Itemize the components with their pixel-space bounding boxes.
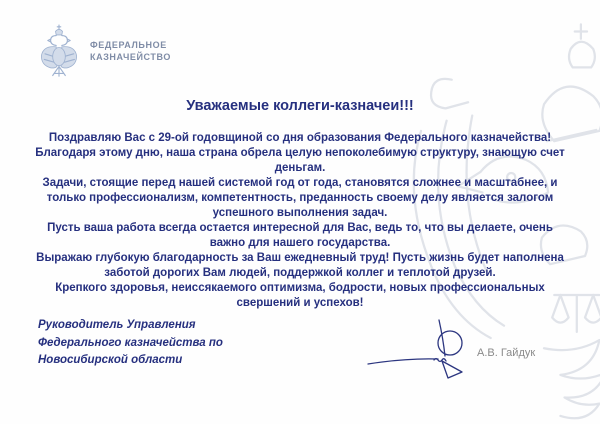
signer-name: А.В. Гайдук xyxy=(477,347,536,359)
agency-name xyxy=(90,39,171,63)
letter-paragraph: Задачи, стоящие перед нашей системой год от года, становятся сложнее и масштабнее, и только профессионализм, компетентность, преданность своему делу является залогом успешного выполнения задач. xyxy=(42,177,558,219)
handwritten-signature xyxy=(366,314,484,380)
letter-paragraph: Поздравляю Вас с 29-ой годовщиной со дня образования Федерального казначейства! Благодаря этому дню, наша страна обрела целую непоколебимую структуру, знающую счет деньгам. xyxy=(35,132,565,174)
signer-position xyxy=(38,317,288,370)
signer-position-line3: Новосибирской области xyxy=(38,354,183,366)
signer-position-line1: Руководитель Управления xyxy=(38,319,196,331)
letter-paragraph: Пусть ваша работа всегда остается интересной для Вас, ведь то, что вы делаете, очень важно для нашего государства. xyxy=(47,222,553,249)
agency-name-line2: КАЗНАЧЕЙСТВО xyxy=(90,52,171,62)
signer-position-line2: Федерального казначейства по xyxy=(38,336,223,349)
agency-name-line1: ФЕДЕРАЛЬНОЕ xyxy=(90,40,167,50)
letter-paragraph: Выражаю глубокую благодарность за Ваш ежедневный труд! Пусть жизнь будет наполнена заботой дорогих Вам людей, поддержкой коллег и теплотой друзей. xyxy=(36,252,564,279)
letter-paragraph: Крепкого здоровья, неиссякаемого оптимизма, бодрости, новых профессиональных свершений и успехов! xyxy=(55,282,545,309)
header-logo xyxy=(38,22,171,80)
letter-title: Уважаемые коллеги-казначеи!!! xyxy=(186,98,414,114)
treasury-eagle-emblem-icon xyxy=(38,22,80,80)
letter-body xyxy=(28,131,572,311)
